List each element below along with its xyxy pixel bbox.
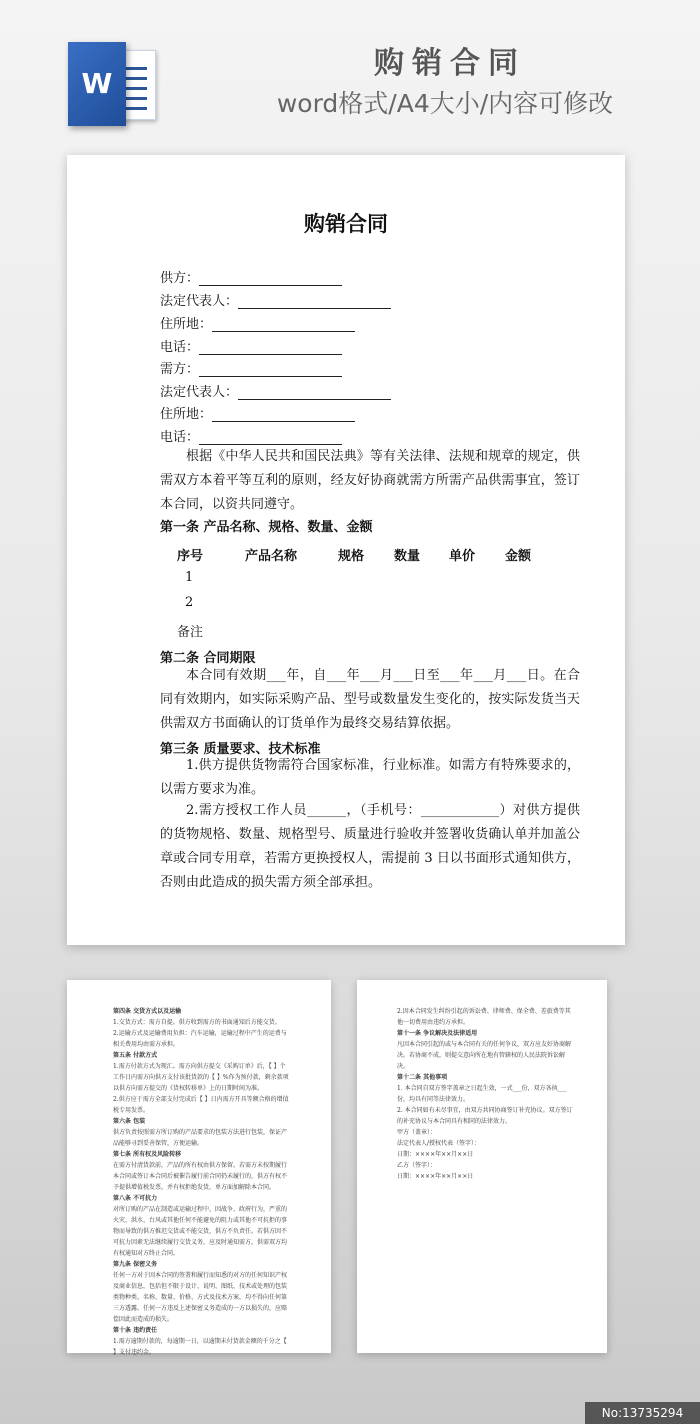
thumb-line: 第十二条 其他事项 — [397, 1074, 448, 1081]
thumb-line: 第七条 所有权及风险转移 — [113, 1151, 182, 1158]
thumb-line: 乙方（签字）： — [397, 1162, 437, 1169]
table-header-amount: 金额 — [505, 549, 532, 564]
article-3-heading: 第三条 质量要求、技术标准 — [160, 742, 321, 757]
image-id-label: No:13735294 — [585, 1402, 700, 1424]
thumb-line: 日期：××××年××月××日 — [397, 1173, 474, 1180]
party-buyer-rep-field: 法定代表人： — [160, 382, 391, 400]
article-1-heading: 第一条 产品名称、规格、数量、金额 — [160, 520, 373, 535]
thumb-line: 第八条 不可抗力 — [113, 1195, 158, 1202]
thumb-line: 对所订购的产品在制造或运输过程中，因战争、政府行为，严重的火灾、洪水、台风或其他任何不能避免的阻力或其他不可抗拒的事物而导致的供方推迟交货或不能交货，供方不负责任。若供方因不可抗力因素无法继续履行交货义务，应及时通知需方，供需双方均有权通知对方终止合同。 — [113, 1206, 288, 1257]
party-supplier-address-field: 住所地： — [160, 314, 355, 332]
party-supplier-phone-field: 电话： — [160, 337, 342, 355]
thumb-line: 1. 本合同自双方签字盖章之日起生效，一式___份，双方各执___份，均具有同等法律效力。 — [397, 1085, 567, 1103]
thumb-line: 第十条 违约责任 — [113, 1327, 158, 1334]
table-header-spec: 规格 — [338, 549, 365, 564]
thumb-line: 凡因本合同引起的或与本合同有关的任何争议，双方应友好协商解决。若协商不成，则提交意向所在地有管辖权的人民法院诉讼解决。 — [397, 1041, 572, 1070]
table-header-qty: 数量 — [394, 549, 421, 564]
document-page-2-thumbnail — [67, 980, 331, 1356]
article-3-clause-1: 1.供方提供货物需符合国家标准，行业标准。如需方有特殊要求的，以需方要求为准。 — [160, 758, 580, 797]
intro-paragraph: 根据《中华人民共和国民法典》等有关法律、法规和规章的规定，供需双方本着平等互利的原则，经友好协商就需方所需产品供需事宜，签订本合同，以资共同遵守。 — [160, 449, 580, 512]
thumb-line: 供方负责按照需方所订购的产品要求的包装方法进行包装，保证产品能够寻到妥善保管，方便运输。 — [113, 1129, 288, 1147]
thumb-line: 第十一条 争议解决及法律适用 — [397, 1030, 478, 1037]
thumb-line: 1.需方逾期付款的，每逾期一日，以逾期未付货款金额的千分之【 】支付违约金。 — [113, 1338, 287, 1356]
thumb-line: 甲方（盖章）： — [397, 1129, 437, 1136]
word-icon-letter: W — [68, 42, 126, 126]
thumb-line: 第九条 保密义务 — [113, 1261, 158, 1268]
thumb-line: 第四条 交货方式以及运输 — [113, 1008, 182, 1015]
thumb-line: 2.供方应于需方全部支付完成后【 】日内需方开具等额合格的增值税专用发票。 — [113, 1096, 289, 1114]
article-3-clause-2: 2.需方授权工作人员______，（手机号：____________）对供方提供的货物规格、数量、规格型号、质量进行验收并签署收货确认单并加盖公章或合同专用章，若需方更换授权人，需提前 3 日以书面形式通知供方，否则由此造成的损失需方须全部承担。 — [160, 803, 580, 890]
thumb-line: 法定代表人/授权代表（签字）： — [397, 1140, 481, 1147]
page-2-text — [113, 1006, 291, 1358]
thumb-line: 日期：××××年××月××日 — [397, 1151, 474, 1158]
table-header-name: 产品名称 — [245, 549, 298, 564]
thumb-line: 任何一方对于因本合同的签署和履行而知悉的对方的任何知识产权及商业信息，包括但不限于设计、说明、图纸、技术或处理的包装类物种类、名称、数量、价格、方式及技术方案，均不得向任何第三方透露。任何一方违反上述保密义务造成的一方以损失的，应赔偿因此而造成的损失。 — [113, 1272, 288, 1323]
thumb-line: 第六条 包装 — [113, 1118, 146, 1125]
thumb-line: 第五条 付款方式 — [113, 1052, 158, 1059]
table-row-1: 1 — [185, 570, 194, 585]
thumb-line: 1.交货方式：需方自提。供方收到需方的书面通知后方能交货。 — [113, 1019, 281, 1026]
table-header-price: 单价 — [449, 549, 476, 564]
party-supplier-rep-field: 法定代表人： — [160, 291, 391, 309]
thumb-line: 2.因本合同发生纠纷引起的诉讼费、律师费、保全费、差旅费等其他一切费用由违约方承担。 — [397, 1008, 571, 1026]
party-buyer-address-field: 住所地： — [160, 404, 355, 422]
document-page-preview — [67, 155, 625, 945]
document-page-3-thumbnail — [357, 980, 607, 1353]
table-header-no: 序号 — [177, 549, 204, 564]
party-supplier-field: 供方： — [160, 268, 342, 286]
table-row-2: 2 — [185, 595, 194, 610]
thumb-line: 2.运输方式及运输费用负担：汽车运输，运输过程中产生的运费与相关费用均由需方承担。 — [113, 1030, 287, 1048]
word-document-icon — [68, 42, 156, 126]
thumb-line: 2. 本合同如有未尽事宜，由双方共同协商签订补充协议。双方签订的补充协议与本合同具有相同的法律效力。 — [397, 1107, 573, 1125]
banner-title: 购销合同 — [374, 46, 526, 81]
banner-subtitle: word格式/A4大小/内容可修改 — [276, 89, 614, 118]
thumb-line: 在需方付清货款前，产品的所有权由供方保留。若需方未按期履行本合同或签订本合同后被催告履行前合同仍未履行的，供方有权不予提供增值税发票，并有权拒绝发货，单方面加解除本合同。 — [113, 1162, 288, 1191]
party-buyer-phone-field: 电话： — [160, 427, 342, 445]
document-title: 购销合同 — [304, 211, 388, 236]
page-3-text — [397, 1006, 573, 1182]
table-row-remark: 备注 — [177, 625, 204, 640]
party-buyer-field: 需方： — [160, 359, 342, 377]
thumb-line: 1.需方付款方式为现汇。需方向供方提交《采购订单》后，【 】个工作日内需方向供方支付该批货款的【 】%作为预付款，剩余款项以供方向需方提交的《货权转移单》上的日期时间为准。 — [113, 1063, 289, 1092]
article-2-heading: 第二条 合同期限 — [160, 651, 256, 666]
article-2-text: 本合同有效期___年，自___年___月___日至___年___月___日。在合同有效期内，如实际采购产品、型号或数量发生变化的，按实际发货当天供需双方书面确认的订货单作为最终交易结算依据。 — [160, 668, 580, 731]
